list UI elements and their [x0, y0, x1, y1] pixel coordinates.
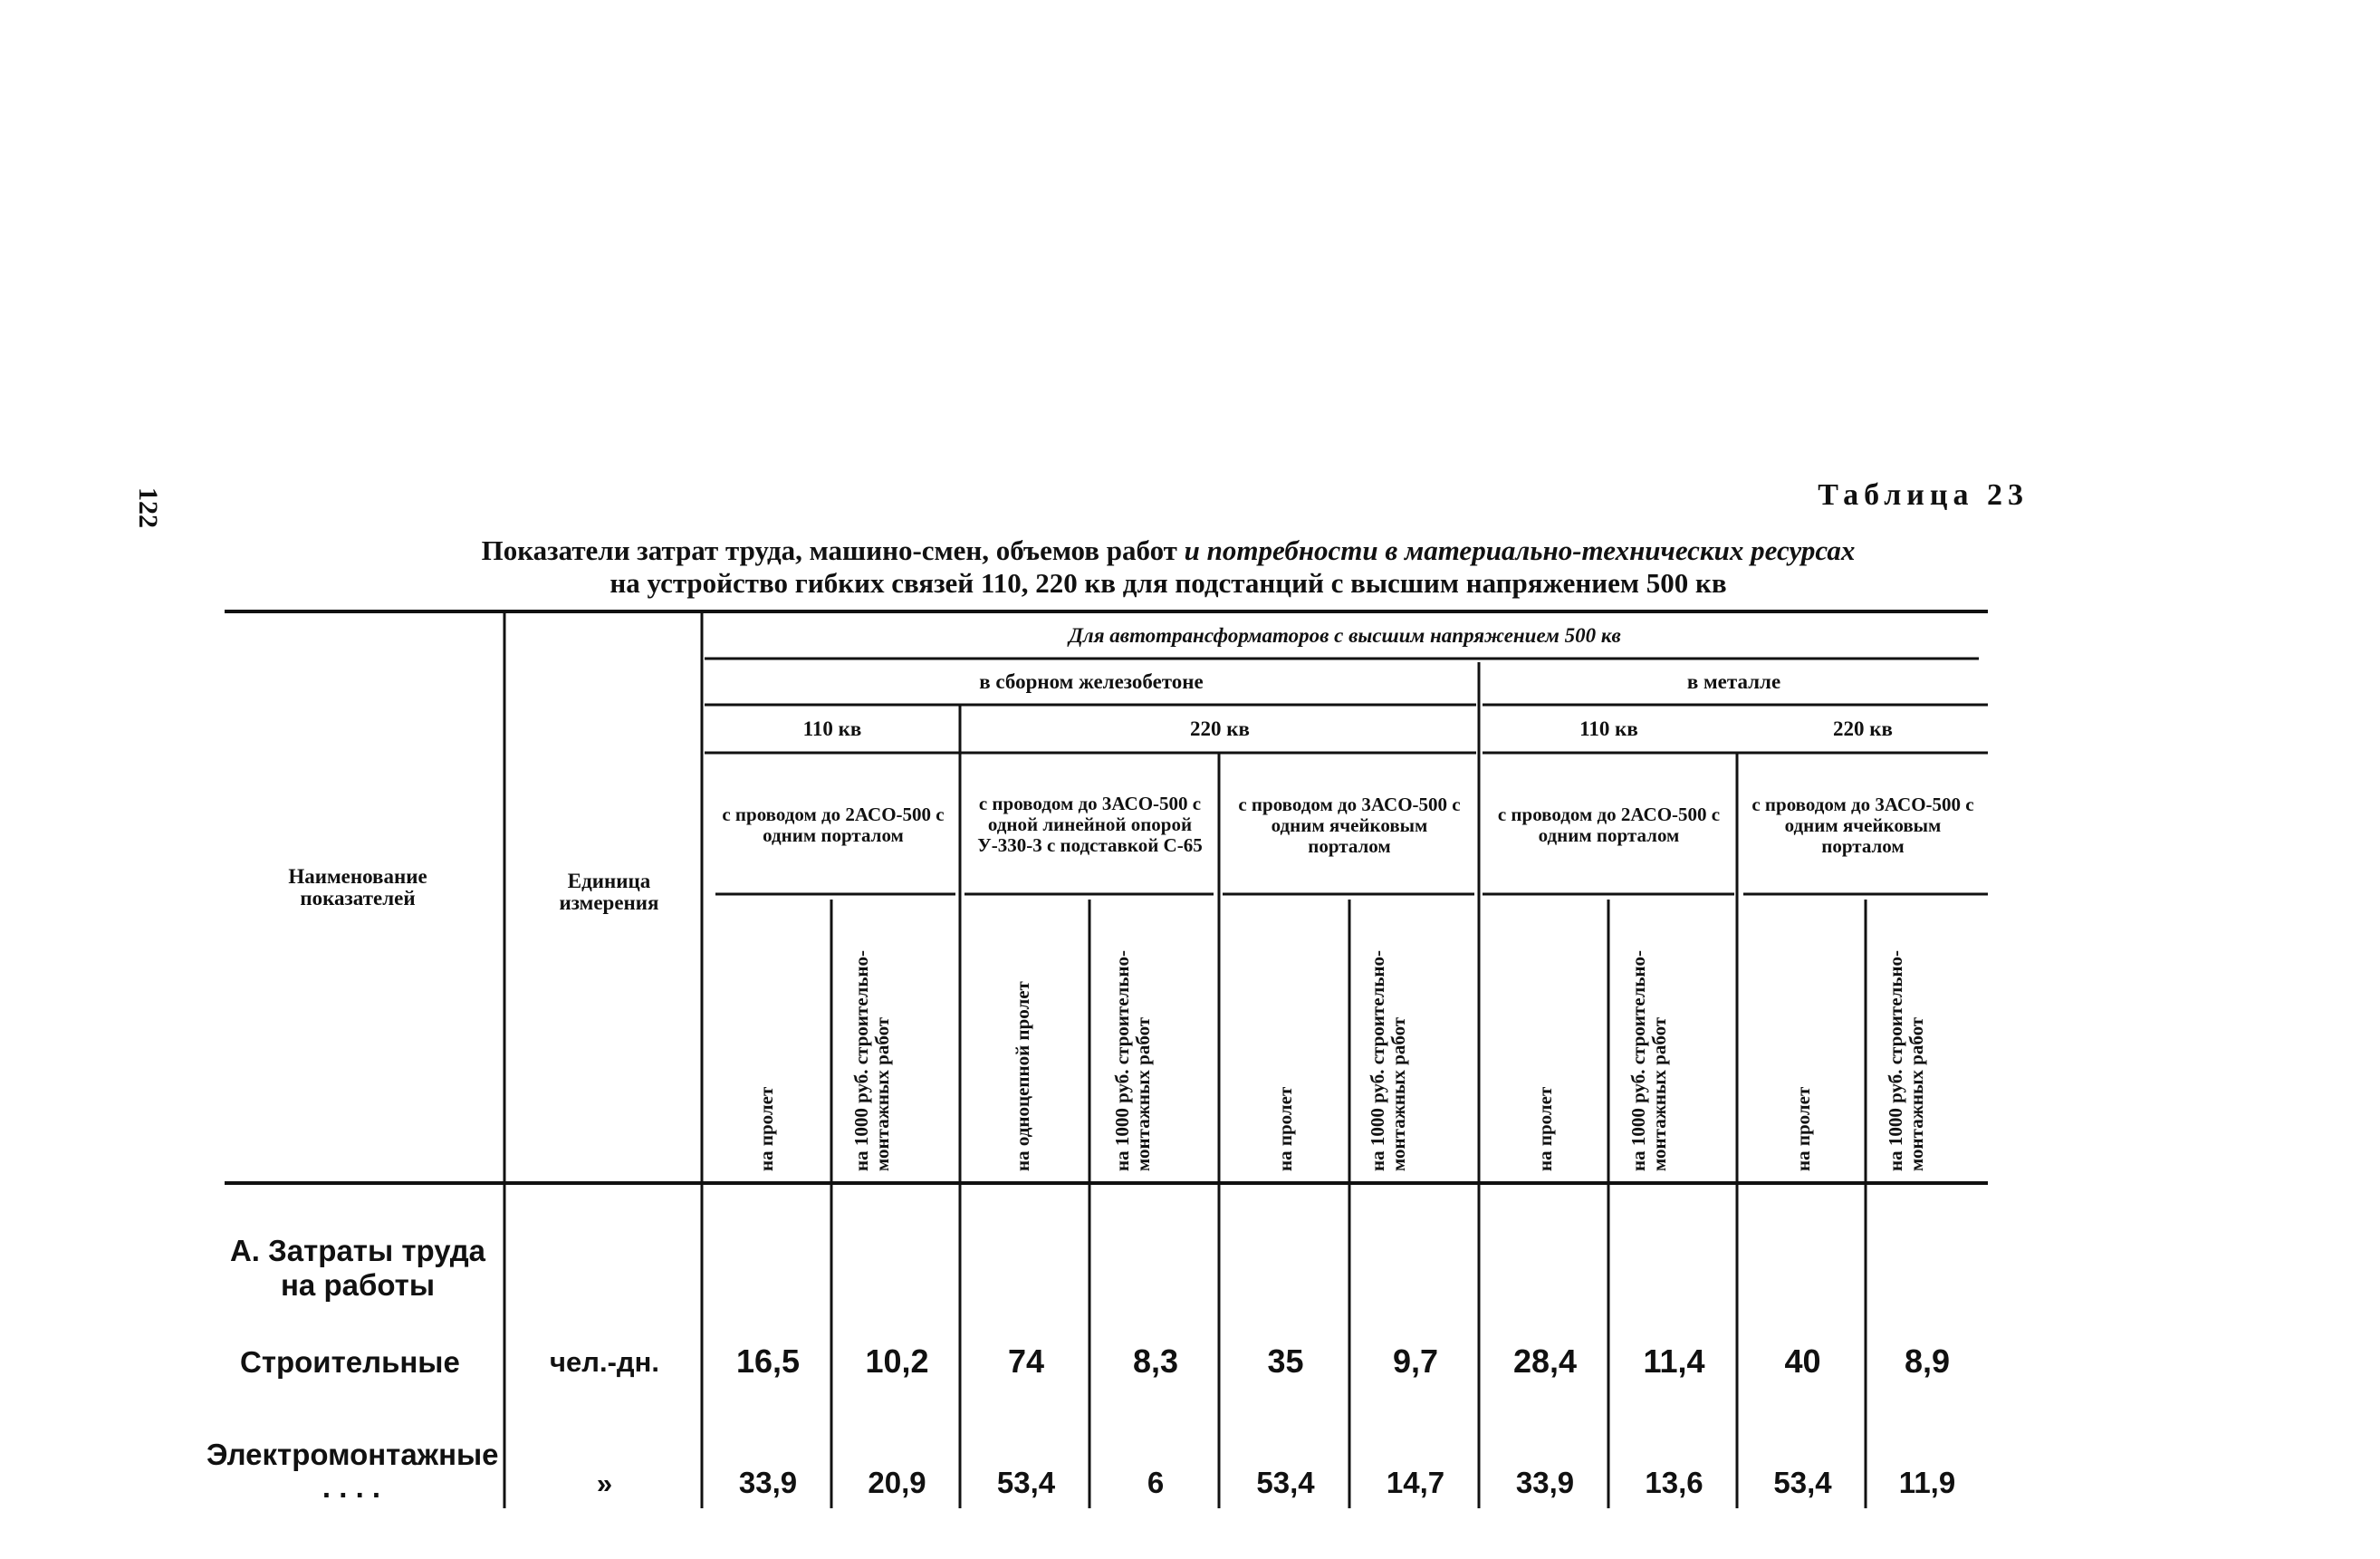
- row-1-name: Строительные: [240, 1345, 460, 1379]
- col-name-header: Наименование показателей: [288, 865, 427, 909]
- variant-3-header: с проводом до 3АСО-500 с одним ячейковым порталом: [1238, 793, 1461, 857]
- row-1-value-8: 11,4: [1643, 1342, 1705, 1380]
- row-1-value-9: 40: [1784, 1342, 1821, 1380]
- group-metal-header: в металле: [1686, 670, 1781, 693]
- row-2-unit: »: [596, 1468, 613, 1499]
- row-2-value-4: 6: [1147, 1466, 1165, 1499]
- row-1-value-3: 74: [1007, 1342, 1045, 1380]
- subheader-6: на 1000 руб. строительно-монтажных работ: [1367, 949, 1409, 1171]
- subheader-3: на одноцепной пролет: [1012, 981, 1033, 1171]
- subheader-5: на пролет: [1274, 1086, 1296, 1171]
- row-2-value-2: 20,9: [868, 1466, 926, 1499]
- row-2-name: Электромонтажные . . . .: [206, 1438, 499, 1504]
- title-line-1-part-2: и потребности в материально-технических ресурсах: [1184, 534, 1856, 566]
- variant-2-header: с проводом до 3АСО-500 с одной линейной опорой У-330-3 с подставкой С-65: [977, 792, 1203, 856]
- section-a-title: А. Затраты труда на работы: [229, 1234, 486, 1302]
- subheader-4: на 1000 руб. строительно-монтажных работ: [1111, 949, 1154, 1171]
- row-2-value-1: 33,9: [738, 1466, 798, 1499]
- voltage-110-metal: 110 кв: [1579, 717, 1638, 740]
- col-unit-header: Единица измерения: [559, 870, 659, 914]
- subheader-10: на 1000 руб. строительно-монтажных работ: [1885, 949, 1927, 1171]
- voltage-220-metal: 220 кв: [1833, 717, 1893, 740]
- variant-1-header: с проводом до 2АСО-500 с одним порталом: [722, 804, 945, 846]
- row-1-value-1: 16,5: [735, 1342, 801, 1380]
- row-1-value-4: 8,3: [1132, 1342, 1179, 1380]
- row-2-value-3: 53,4: [996, 1466, 1056, 1499]
- row-2-value-9: 53,4: [1773, 1466, 1832, 1499]
- subheader-8: на 1000 руб. строительно-монтажных работ: [1627, 949, 1670, 1171]
- row-2-value-5: 53,4: [1256, 1466, 1315, 1499]
- row-2-value-8: 13,6: [1645, 1466, 1703, 1499]
- title-line-2: на устройство гибких связей 110, 220 кв для подстанций с высшим напряжением 500 кв: [609, 567, 1727, 599]
- variant-5-header: с проводом до 3АСО-500 с одним ячейковым порталом: [1751, 793, 1974, 857]
- voltage-110-concrete: 110 кв: [802, 717, 862, 740]
- row-1-unit: чел.-дн.: [550, 1346, 659, 1378]
- subheader-9: на пролет: [1792, 1086, 1814, 1171]
- top-header: Для автотрансформаторов с высшим напряжением 500 кв: [1069, 624, 1621, 647]
- row-1-value-10: 8,9: [1904, 1342, 1951, 1380]
- group-concrete-header: в сборном железобетоне: [979, 670, 1204, 693]
- row-2-value-7: 33,9: [1515, 1466, 1575, 1499]
- row-2-value-6: 14,7: [1386, 1466, 1445, 1499]
- subheader-1: на пролет: [755, 1086, 777, 1171]
- title-line-1-part-1: Показатели затрат труда, машино-смен, объемов работ: [481, 534, 1185, 566]
- variant-4-header: с проводом до 2АСО-500 с одним порталом: [1497, 804, 1721, 846]
- voltage-220-concrete: 220 кв: [1190, 717, 1250, 740]
- row-1-value-5: 35: [1267, 1342, 1304, 1380]
- row-2-value-10: 11,9: [1898, 1466, 1956, 1499]
- table-label: Таблица 23: [1818, 478, 2029, 512]
- row-1-value-7: 28,4: [1512, 1342, 1578, 1380]
- subheader-7: на пролет: [1534, 1086, 1556, 1171]
- page-number: 122: [133, 487, 163, 528]
- row-1-value-2: 10,2: [865, 1342, 929, 1380]
- row-1-value-6: 9,7: [1392, 1342, 1439, 1380]
- subheader-2: на 1000 руб. строительно-монтажных работ: [850, 949, 893, 1171]
